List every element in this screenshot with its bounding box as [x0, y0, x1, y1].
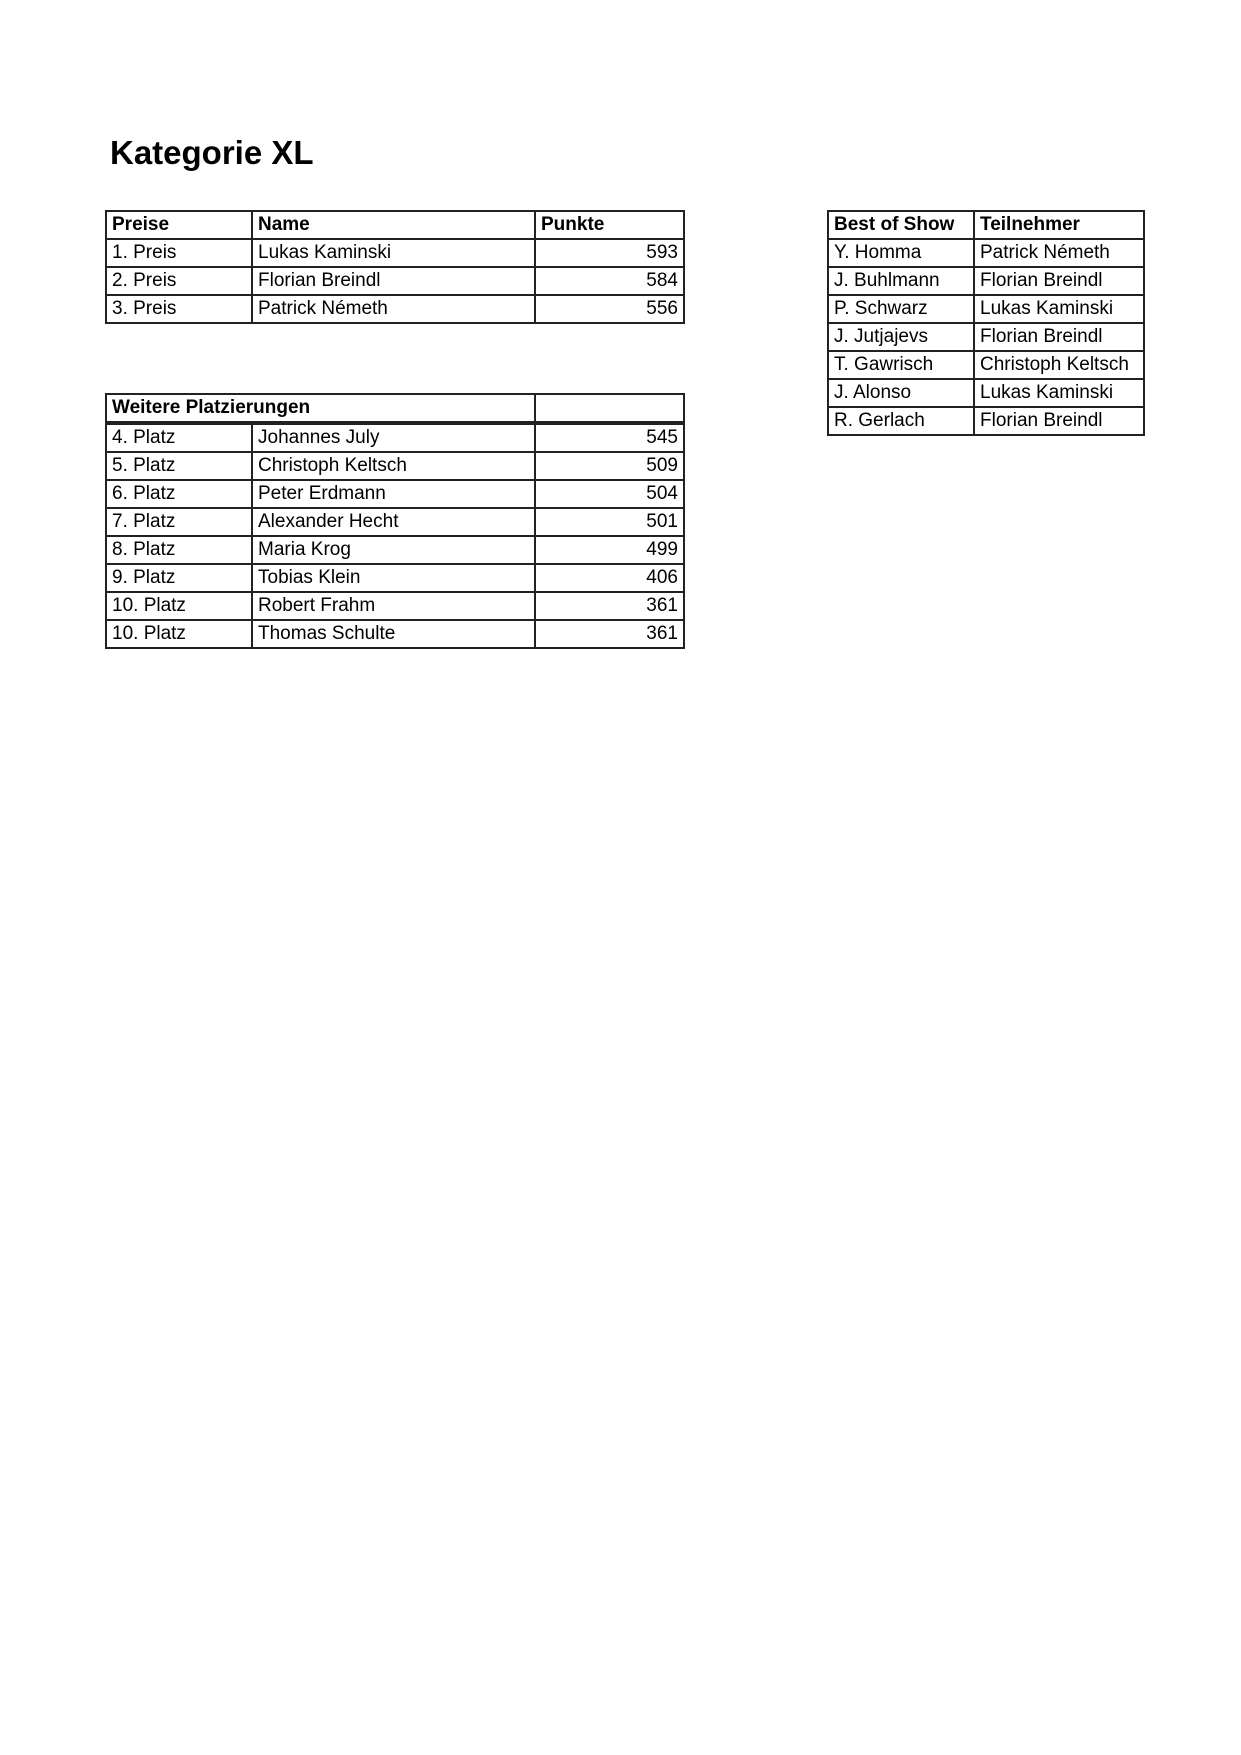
name-cell: Peter Erdmann — [252, 480, 535, 508]
judge-cell: T. Gawrisch — [828, 351, 974, 379]
rank-cell: 7. Platz — [106, 508, 252, 536]
other-placements-header-empty — [535, 394, 684, 422]
participant-cell: Florian Breindl — [974, 407, 1144, 435]
table-row — [106, 452, 684, 480]
points-cell: 593 — [535, 239, 684, 267]
rank-cell: 4. Platz — [106, 424, 252, 452]
rank-cell: 1. Preis — [106, 239, 252, 267]
participant-cell: Patrick Németh — [974, 239, 1144, 267]
best-of-show-table — [827, 210, 1145, 436]
participant-cell: Florian Breindl — [974, 267, 1144, 295]
participant-cell: Lukas Kaminski — [974, 295, 1144, 323]
table-row — [106, 267, 684, 295]
name-cell: Christoph Keltsch — [252, 452, 535, 480]
judge-cell: R. Gerlach — [828, 407, 974, 435]
rank-cell: 10. Platz — [106, 620, 252, 648]
name-cell: Alexander Hecht — [252, 508, 535, 536]
participant-cell: Lukas Kaminski — [974, 379, 1144, 407]
rank-cell: 10. Platz — [106, 592, 252, 620]
rank-cell: 3. Preis — [106, 295, 252, 323]
table-row — [106, 564, 684, 592]
prizes-header-points: Punkte — [535, 211, 684, 239]
rank-cell: 8. Platz — [106, 536, 252, 564]
points-cell: 501 — [535, 508, 684, 536]
other-placements-header-row — [106, 394, 684, 422]
table-row — [828, 295, 1144, 323]
other-placements-rows — [105, 423, 685, 649]
points-cell: 361 — [535, 592, 684, 620]
other-placements-header: Weitere Platzierungen — [106, 394, 535, 422]
best-of-show-header-row — [828, 211, 1144, 239]
table-row — [106, 620, 684, 648]
table-row — [106, 508, 684, 536]
name-cell: Robert Frahm — [252, 592, 535, 620]
points-cell: 499 — [535, 536, 684, 564]
table-row — [828, 351, 1144, 379]
table-row — [106, 424, 684, 452]
rank-cell: 5. Platz — [106, 452, 252, 480]
table-row — [828, 239, 1144, 267]
prizes-header-name: Name — [252, 211, 535, 239]
name-cell: Tobias Klein — [252, 564, 535, 592]
name-cell: Maria Krog — [252, 536, 535, 564]
prizes-header-rank: Preise — [106, 211, 252, 239]
judge-cell: J. Alonso — [828, 379, 974, 407]
judge-cell: J. Jutjajevs — [828, 323, 974, 351]
table-row — [828, 267, 1144, 295]
name-cell: Florian Breindl — [252, 267, 535, 295]
name-cell: Patrick Németh — [252, 295, 535, 323]
table-row — [106, 239, 684, 267]
judge-cell: P. Schwarz — [828, 295, 974, 323]
best-of-show-header-judge: Best of Show — [828, 211, 974, 239]
table-row — [828, 379, 1144, 407]
prizes-table — [105, 210, 685, 324]
table-row — [828, 407, 1144, 435]
table-row — [106, 592, 684, 620]
points-cell: 584 — [535, 267, 684, 295]
table-row — [106, 295, 684, 323]
prizes-header-row — [106, 211, 684, 239]
table-row — [828, 323, 1144, 351]
points-cell: 545 — [535, 424, 684, 452]
judge-cell: J. Buhlmann — [828, 267, 974, 295]
points-cell: 556 — [535, 295, 684, 323]
best-of-show-header-participant: Teilnehmer — [974, 211, 1144, 239]
rank-cell: 6. Platz — [106, 480, 252, 508]
table-row — [106, 536, 684, 564]
judge-cell: Y. Homma — [828, 239, 974, 267]
points-cell: 504 — [535, 480, 684, 508]
other-placements-table — [105, 393, 685, 423]
rank-cell: 9. Platz — [106, 564, 252, 592]
name-cell: Johannes July — [252, 424, 535, 452]
name-cell: Thomas Schulte — [252, 620, 535, 648]
points-cell: 509 — [535, 452, 684, 480]
participant-cell: Christoph Keltsch — [974, 351, 1144, 379]
rank-cell: 2. Preis — [106, 267, 252, 295]
points-cell: 406 — [535, 564, 684, 592]
table-row — [106, 480, 684, 508]
name-cell: Lukas Kaminski — [252, 239, 535, 267]
page-title: Kategorie XL — [110, 134, 314, 171]
participant-cell: Florian Breindl — [974, 323, 1144, 351]
points-cell: 361 — [535, 620, 684, 648]
